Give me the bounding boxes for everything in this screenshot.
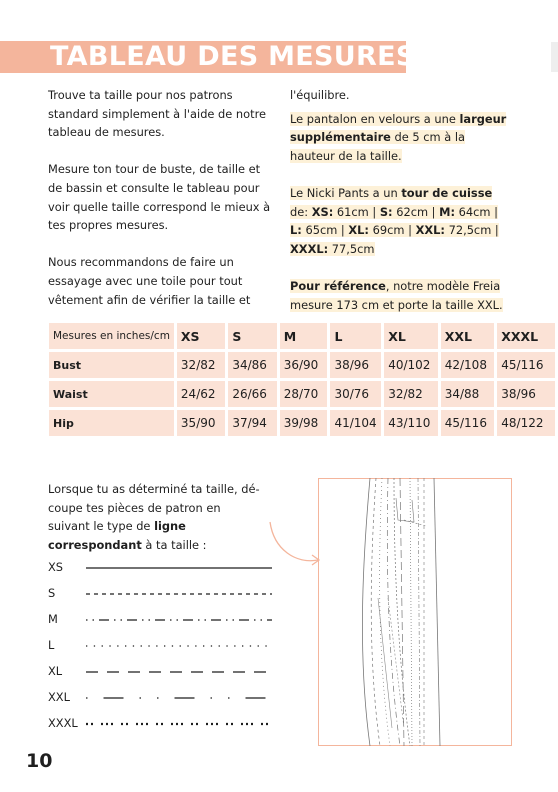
table-cell: 45/116: [441, 410, 495, 436]
table-cell: 24/62: [177, 381, 225, 407]
page-number: 10: [26, 750, 53, 772]
table-cell: 48/122: [497, 410, 555, 436]
continuation-text: l'équilibre.: [290, 88, 350, 102]
table-cell: 38/96: [330, 352, 381, 378]
legend-line-s: [86, 592, 272, 596]
table-row: [49, 352, 555, 378]
row-label: Waist: [49, 381, 174, 407]
size-table: [46, 320, 558, 439]
legend-line-xxl: [86, 696, 272, 700]
legend-label-s: S: [48, 586, 56, 600]
velvet-note: Le pantalon en velours a une largeur supplémentaire de 5 cm à la hauteur de la taille.: [290, 111, 507, 163]
table-cell: 36/90: [280, 352, 328, 378]
table-cell: 34/88: [441, 381, 495, 407]
table-cell: 43/110: [384, 410, 438, 436]
legend-label-l: L: [48, 638, 55, 652]
table-cell: 41/104: [330, 410, 381, 436]
column-header: XXXL: [497, 323, 555, 349]
table-row: [49, 381, 555, 407]
table-cell: 38/96: [497, 381, 555, 407]
table-cell: 28/70: [280, 381, 328, 407]
column-header: XXL: [441, 323, 495, 349]
table-cell: 32/82: [384, 381, 438, 407]
cutting-instructions: Lorsque tu as déterminé ta taille, dé- coupe tes pièces de patron en suivant le type de ligne correspondant à ta taille :: [48, 482, 260, 552]
row-label: Hip: [49, 410, 174, 436]
legend-label-m: M: [48, 612, 58, 626]
table-cell: 35/90: [177, 410, 225, 436]
side-tab-marker: [551, 42, 558, 72]
pattern-piece-illustration: [318, 478, 512, 746]
column-header: XL: [384, 323, 438, 349]
table-cell: 42/108: [441, 352, 495, 378]
intro-paragraph: Trouve ta taille pour nos patrons standard simplement à l'aide de notre tableau de mesures.: [48, 88, 267, 140]
left-column: [48, 86, 273, 328]
column-header: S: [228, 323, 276, 349]
table-cell: 37/94: [228, 410, 276, 436]
table-cell: 39/98: [280, 410, 328, 436]
legend-line-xs: [86, 566, 272, 570]
table-cell: 30/76: [330, 381, 381, 407]
column-header: L: [330, 323, 381, 349]
right-column: [290, 86, 512, 333]
legend-label-xxl: XXL: [48, 690, 70, 704]
legend-line-xl: [86, 670, 272, 674]
thigh-note: Le Nicki Pants a un tour de cuisse de: XS: 61cm | S: 62cm | M: 64cm | L: 65cm | XL: 69cm | XXL: 72,5cm | XXXL: 77,5cm: [290, 185, 499, 256]
legend-label-xxxl: XXXL: [48, 716, 78, 730]
legend-label-xs: XS: [48, 560, 64, 574]
fitting-paragraph: Nous recommandons de faire un essayage avec une toile pour tout vêtement afin de vérifier la taille et: [48, 255, 251, 307]
legend-label-xl: XL: [48, 664, 63, 678]
table-cell: 26/66: [228, 381, 276, 407]
curved-arrow-icon: [268, 520, 322, 570]
table-row: [49, 410, 555, 436]
table-cell: 45/116: [497, 352, 555, 378]
column-header: M: [280, 323, 328, 349]
row-label: Bust: [49, 352, 174, 378]
legend-line-m: [86, 618, 272, 622]
table-corner-label: Mesures en inches/cm: [49, 323, 174, 349]
table-cell: 40/102: [384, 352, 438, 378]
legend-line-l: [86, 644, 272, 648]
column-header: XS: [177, 323, 225, 349]
table-cell: 34/86: [228, 352, 276, 378]
table-header-row: [49, 323, 555, 349]
legend-line-xxxl: [86, 722, 272, 726]
reference-note: Pour référence, notre modèle Freia mesure 173 cm et porte la taille XXL.: [290, 278, 503, 312]
page-title: TABLEAU DES MESURES: [50, 41, 416, 72]
table-cell: 32/82: [177, 352, 225, 378]
measure-paragraph: Mesure ton tour de buste, de taille et de bassin et consulte le tableau pour voir quelle taille correspond le mieux à tes propres mesures.: [48, 162, 271, 233]
